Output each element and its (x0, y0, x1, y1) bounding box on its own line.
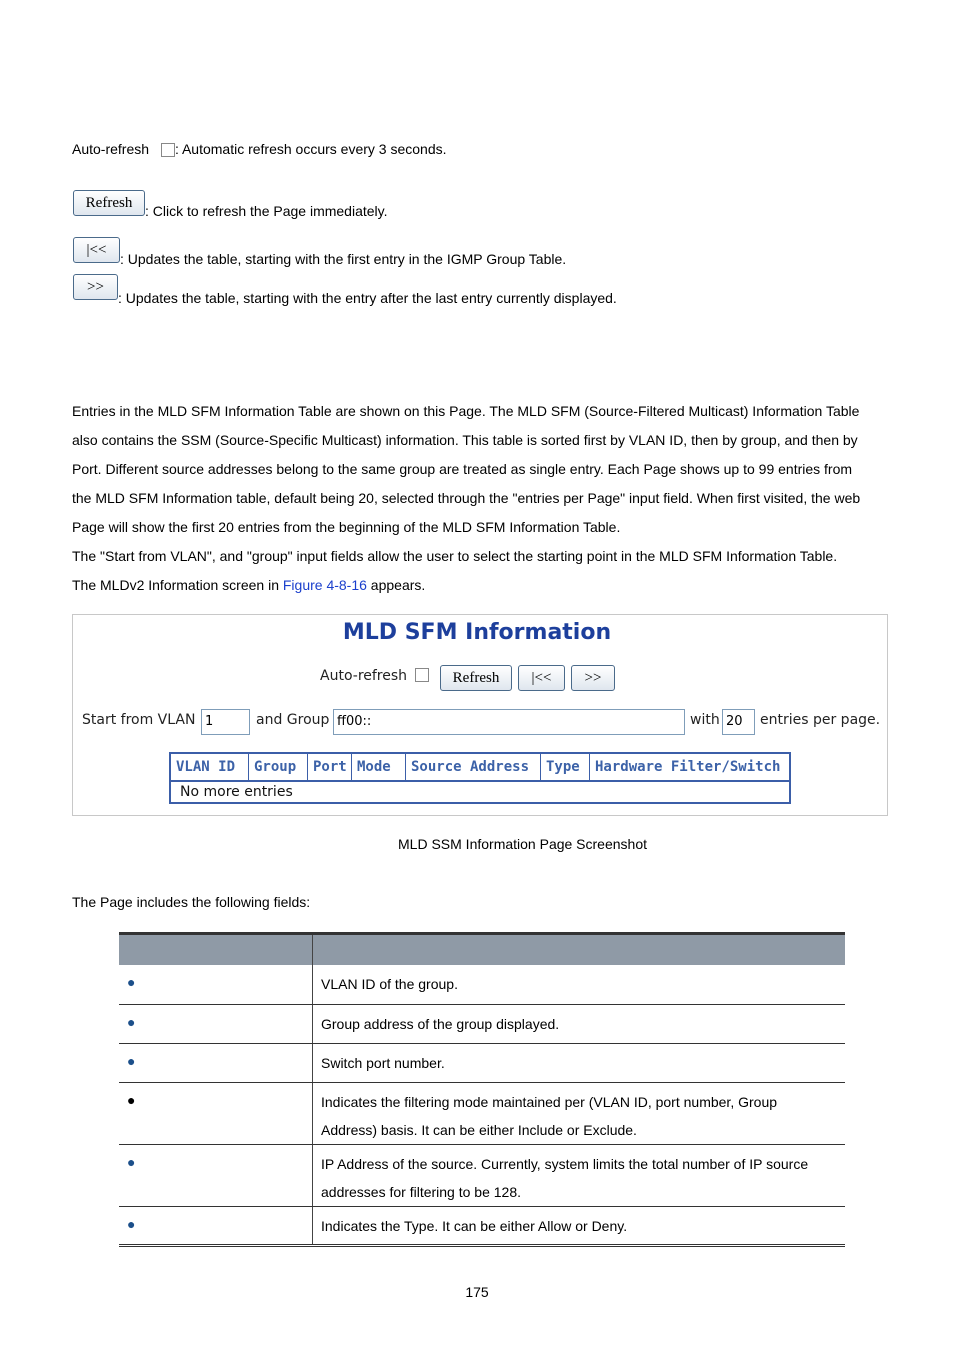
field-desc: Group address of the group displayed. (321, 1015, 560, 1032)
refresh-button[interactable]: Refresh (440, 665, 512, 691)
figure-caption: MLD SSM Information Page Screenshot (398, 836, 648, 852)
bullet-icon: ● (127, 1052, 136, 1069)
field-desc: addresses for filtering to be 128. (321, 1183, 522, 1200)
col-vlan-id: VLAN ID (171, 754, 249, 780)
bullet-icon: ● (127, 1013, 136, 1030)
field-desc: Indicates the Type. It can be either Allow or Deny. (321, 1217, 628, 1234)
bullet-icon: ● (127, 1215, 136, 1232)
sfm-table (169, 752, 791, 804)
and-group-label: and Group (256, 712, 330, 728)
legend-refresh-button: Refresh (73, 190, 145, 216)
next-desc: : Updates the table, starting with the entry after the last entry currently displayed. (118, 290, 617, 306)
autorefresh-checkbox-icon (161, 143, 175, 157)
next-page-button[interactable]: >> (571, 665, 615, 691)
first-desc: : Updates the table, starting with the first entry in the IGMP Group Table. (120, 251, 567, 267)
fields-intro: The Page includes the following fields: (72, 894, 311, 910)
col-source-address: Source Address (406, 754, 541, 780)
legend-next-button: >> (73, 274, 118, 300)
description-paragraph (72, 397, 887, 600)
autorefresh-label: Auto-refresh (320, 668, 408, 684)
col-mode: Mode (352, 754, 406, 780)
para-line: Page will show the first 20 entries from the beginning of the MLD SFM Information Table. (72, 519, 621, 535)
field-desc: Indicates the filtering mode maintained per (VLAN ID, port number, Group (321, 1093, 778, 1110)
fields-table (119, 932, 845, 1247)
with-label: with (690, 712, 720, 728)
table-row (119, 1004, 845, 1043)
autorefresh-desc: : Automatic refresh occurs every 3 seconds. (174, 141, 447, 157)
header-object (119, 934, 313, 966)
field-desc: IP Address of the source. Currently, system limits the total number of IP source (321, 1155, 809, 1172)
autorefresh-label: Auto-refresh (72, 141, 150, 157)
sfm-table-header (171, 754, 789, 782)
bullet-icon: ● (127, 1153, 136, 1170)
para-line: Entries in the MLD SFM Information Table are shown on this Page. The MLD SFM (Source-Filtered Multicast) Information Table (72, 403, 860, 419)
entries-per-page-label: entries per page. (760, 712, 881, 728)
table-row (119, 1206, 845, 1245)
fields-table-header (119, 934, 845, 966)
page-number: 175 (465, 1284, 489, 1300)
legend-first-button: |<< (73, 237, 120, 263)
field-desc: Address) basis. It can be either Include or Exclude. (321, 1121, 637, 1138)
para-line: The "Start from VLAN", and "group" input fields allow the user to select the starting point in the MLD SFM Information Table. (72, 548, 838, 564)
col-port: Port (308, 754, 352, 780)
start-vlan-input[interactable]: 1 (201, 709, 250, 735)
autorefresh-checkbox[interactable] (415, 668, 429, 682)
col-type: Type (541, 754, 590, 780)
table-row (119, 965, 845, 1004)
para-line: Port. Different source addresses belong to the same group are treated as single entry. Each Page shows up to 99 entries from (72, 461, 853, 477)
table-row (119, 1082, 845, 1144)
field-desc: Switch port number. (321, 1054, 445, 1071)
first-page-button[interactable]: |<< (518, 665, 565, 691)
start-vlan-label: Start from VLAN (82, 712, 196, 728)
figure-link[interactable]: Figure 4-8-16 (282, 577, 367, 593)
bullet-icon: ● (127, 1091, 136, 1108)
page-title: MLD SFM Information (342, 620, 612, 645)
bullet-icon: ● (127, 974, 136, 990)
para-line: also contains the SSM (Source-Specific Multicast) information. This table is sorted first by VLAN ID, then by group, and then by (72, 432, 858, 448)
refresh-desc: : Click to refresh the Page immediately. (145, 203, 388, 219)
col-hardware-filter: Hardware Filter/Switch (595, 759, 781, 775)
para-line: the MLD SFM Information table, default being 20, selected through the "entries per Page" input field. When first visited, the web (72, 490, 861, 506)
autorefresh-legend (72, 141, 447, 157)
table-row (119, 1144, 845, 1206)
group-input[interactable]: ff00:: (333, 709, 685, 735)
field-desc: VLAN ID of the group. (321, 976, 458, 992)
screen-ref-line: The MLDv2 Information screen in Figure 4-8-16 appears. (72, 577, 426, 593)
header-description (313, 934, 846, 966)
entries-per-page-input[interactable]: 20 (722, 709, 755, 735)
col-group: Group (249, 754, 308, 780)
table-row-empty: No more entries (180, 784, 293, 800)
table-row (119, 1043, 845, 1082)
